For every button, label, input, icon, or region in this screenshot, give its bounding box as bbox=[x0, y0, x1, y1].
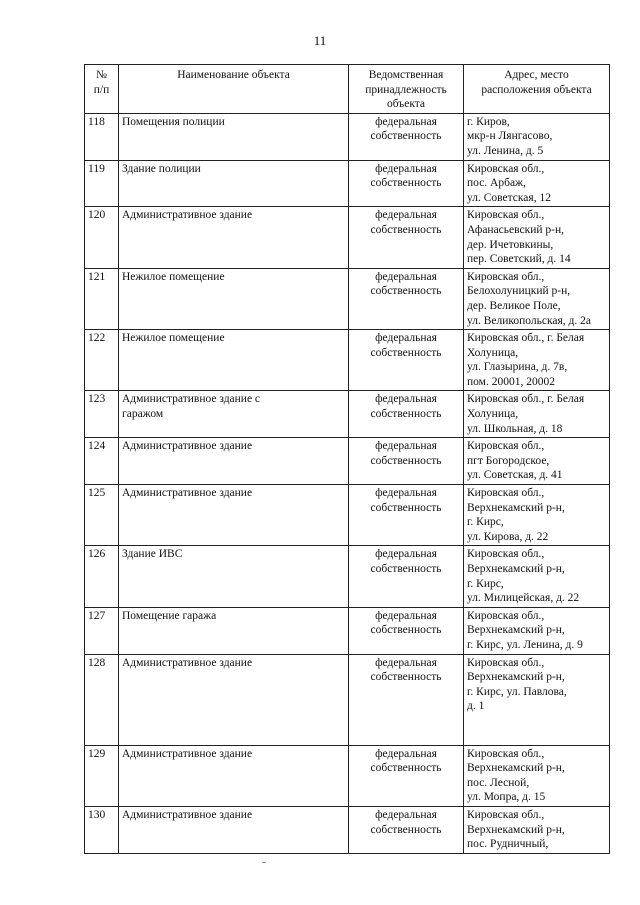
scan-mark bbox=[262, 862, 266, 863]
object-name-line: Административное здание bbox=[122, 209, 253, 222]
table-row bbox=[85, 654, 610, 745]
address-cell bbox=[464, 607, 610, 654]
object-name-cell bbox=[119, 806, 349, 853]
object-name-line: Помещения полиции bbox=[122, 115, 225, 128]
address-line: г. Кирс, ул. Ленина, д. 9 bbox=[467, 638, 583, 651]
header-num-line: п/п bbox=[93, 83, 110, 96]
object-name-line: Административное здание с bbox=[122, 393, 261, 406]
address-line: д. 1 bbox=[467, 700, 485, 713]
ownership-line: федеральная bbox=[375, 487, 437, 500]
object-name-cell bbox=[119, 485, 349, 546]
address-line: ул. Глазырина, д. 7в, bbox=[467, 361, 568, 374]
ownership-line: федеральная bbox=[375, 270, 437, 283]
object-name-cell bbox=[119, 160, 349, 207]
address-line: Кировская обл., bbox=[467, 656, 545, 669]
header-ownership-line: Ведомственная bbox=[368, 69, 444, 81]
header-address-line: расположения объекта bbox=[481, 83, 592, 96]
table-row bbox=[85, 113, 610, 160]
address-line: пос. Рудничный, bbox=[467, 838, 549, 851]
ownership-line: собственность bbox=[370, 624, 442, 637]
address-line: ул. Кирова, д. 22 bbox=[467, 530, 549, 543]
address-line: Кировская обл., bbox=[467, 808, 545, 821]
object-name-cell bbox=[119, 391, 349, 438]
object-name-line: гаражом bbox=[122, 408, 164, 421]
address-line: Верхнекамский р-н, bbox=[467, 624, 565, 637]
ownership-cell bbox=[349, 268, 464, 329]
address-line: ул. Советская, д. 41 bbox=[467, 469, 563, 482]
table-header-row bbox=[85, 65, 610, 114]
row-number: 122 bbox=[85, 330, 119, 391]
table-row bbox=[85, 391, 610, 438]
object-name-line: Административное здание bbox=[122, 440, 253, 453]
header-address bbox=[464, 65, 610, 114]
header-ownership-line: объекта bbox=[386, 98, 426, 111]
objects-table bbox=[84, 64, 610, 854]
object-name-cell bbox=[119, 268, 349, 329]
address-cell bbox=[464, 806, 610, 853]
header-name-line: Наименование объекта bbox=[177, 69, 290, 81]
table-body bbox=[85, 113, 610, 853]
address-cell bbox=[464, 745, 610, 806]
address-line: ул. Милицейская, д. 22 bbox=[467, 592, 580, 605]
ownership-line: федеральная bbox=[375, 656, 437, 669]
address-line: Кировская обл., bbox=[467, 270, 545, 283]
object-name-line: Нежилое помещение bbox=[122, 332, 225, 345]
address-line: пом. 20001, 20002 bbox=[467, 375, 555, 388]
address-line: г. Киров, bbox=[467, 115, 510, 128]
ownership-line: федеральная bbox=[375, 332, 437, 345]
address-line: дер. Ичетовкины, bbox=[467, 238, 554, 251]
header-ownership-line: принадлежность bbox=[365, 83, 447, 96]
ownership-line: федеральная bbox=[375, 115, 437, 128]
ownership-line: федеральная bbox=[375, 162, 437, 175]
object-name-cell bbox=[119, 438, 349, 485]
address-line: мкр-н Лянгасово, bbox=[467, 130, 553, 143]
address-cell bbox=[464, 391, 610, 438]
ownership-line: собственность bbox=[370, 346, 442, 359]
row-number: 119 bbox=[85, 160, 119, 207]
address-line: Кировская обл., bbox=[467, 747, 545, 760]
object-name-line: Помещение гаража bbox=[122, 609, 217, 622]
object-name-line: Здание ИВС bbox=[122, 548, 183, 561]
address-line: г. Кирс, bbox=[467, 516, 504, 529]
header-name bbox=[119, 65, 349, 114]
table-row bbox=[85, 268, 610, 329]
address-line: Кировская обл., bbox=[467, 609, 545, 622]
address-line: дер. Великое Поле, bbox=[467, 299, 561, 312]
address-line: Верхнекамский р-н, bbox=[467, 823, 565, 836]
ownership-line: собственность bbox=[370, 223, 442, 236]
object-name-cell bbox=[119, 330, 349, 391]
object-name-cell bbox=[119, 654, 349, 745]
ownership-cell bbox=[349, 330, 464, 391]
address-line: Кировская обл., г. Белая bbox=[467, 393, 585, 406]
ownership-line: федеральная bbox=[375, 440, 437, 453]
table-row bbox=[85, 438, 610, 485]
ownership-cell bbox=[349, 607, 464, 654]
address-line: Кировская обл., г. Белая bbox=[467, 332, 585, 345]
header-ownership bbox=[349, 65, 464, 114]
ownership-cell bbox=[349, 207, 464, 268]
address-cell bbox=[464, 546, 610, 607]
row-number: 123 bbox=[85, 391, 119, 438]
row-number: 126 bbox=[85, 546, 119, 607]
address-line: Кировская обл., bbox=[467, 162, 545, 175]
ownership-line: собственность bbox=[370, 501, 442, 514]
ownership-line: собственность bbox=[370, 823, 442, 836]
ownership-line: федеральная bbox=[375, 808, 437, 821]
address-line: Кировская обл., bbox=[467, 487, 545, 500]
address-line: пос. Лесной, bbox=[467, 776, 530, 789]
address-line: Холуница, bbox=[467, 346, 519, 359]
address-line: г. Кирс, bbox=[467, 577, 504, 590]
ownership-cell bbox=[349, 745, 464, 806]
address-line: Верхнекамский р-н, bbox=[467, 762, 565, 775]
ownership-cell bbox=[349, 391, 464, 438]
ownership-cell bbox=[349, 160, 464, 207]
object-name-line: Нежилое помещение bbox=[122, 270, 225, 283]
address-line: ул. Школьная, д. 18 bbox=[467, 422, 563, 435]
table-row bbox=[85, 160, 610, 207]
table-row bbox=[85, 207, 610, 268]
ownership-line: собственность bbox=[370, 563, 442, 575]
address-line: Холуница, bbox=[467, 408, 519, 421]
ownership-line: федеральная bbox=[375, 609, 437, 622]
ownership-cell bbox=[349, 806, 464, 853]
address-line: ул. Советская, 12 bbox=[467, 191, 551, 204]
ownership-cell bbox=[349, 113, 464, 160]
object-name-line: Административное здание bbox=[122, 487, 253, 500]
object-name-line: Здание полиции bbox=[122, 162, 201, 175]
row-number: 128 bbox=[85, 654, 119, 745]
address-line: Кировская обл., bbox=[467, 548, 545, 561]
address-line: ул. Великопольская, д. 2а bbox=[467, 314, 592, 327]
page-number: 11 bbox=[313, 33, 327, 48]
address-line: Кировская обл., bbox=[467, 209, 545, 222]
row-number: 124 bbox=[85, 438, 119, 485]
address-line: Афанасьевский р-н, bbox=[467, 223, 564, 236]
ownership-cell bbox=[349, 438, 464, 485]
ownership-line: федеральная bbox=[375, 209, 437, 222]
address-cell bbox=[464, 485, 610, 546]
object-name-line: Административное здание bbox=[122, 656, 253, 669]
address-cell bbox=[464, 113, 610, 160]
ownership-line: федеральная bbox=[375, 393, 437, 406]
address-line: Верхнекамский р-н, bbox=[467, 501, 565, 514]
row-number: 130 bbox=[85, 806, 119, 853]
object-name-cell bbox=[119, 113, 349, 160]
ownership-line: собственность bbox=[370, 454, 442, 467]
table-row bbox=[85, 745, 610, 806]
table-row bbox=[85, 485, 610, 546]
ownership-line: собственность bbox=[370, 671, 442, 684]
address-line: Верхнекамский р-н, bbox=[467, 563, 565, 575]
ownership-line: собственность bbox=[370, 408, 442, 421]
row-number: 121 bbox=[85, 268, 119, 329]
row-number: 129 bbox=[85, 745, 119, 806]
object-name-line: Административное здание bbox=[122, 747, 253, 760]
address-line: пос. Арбаж, bbox=[467, 177, 526, 190]
ownership-line: собственность bbox=[370, 762, 442, 775]
header-num-line: № bbox=[96, 69, 107, 81]
address-line: Белохолуницкий р-н, bbox=[467, 285, 571, 298]
row-number: 125 bbox=[85, 485, 119, 546]
address-cell bbox=[464, 160, 610, 207]
address-cell bbox=[464, 330, 610, 391]
table-row bbox=[85, 806, 610, 853]
ownership-cell bbox=[349, 546, 464, 607]
table-row bbox=[85, 607, 610, 654]
ownership-line: собственность bbox=[370, 285, 442, 298]
header-num bbox=[85, 65, 119, 114]
ownership-cell bbox=[349, 485, 464, 546]
row-number: 127 bbox=[85, 607, 119, 654]
ownership-line: федеральная bbox=[375, 548, 437, 561]
address-cell bbox=[464, 207, 610, 268]
ownership-line: федеральная bbox=[375, 747, 437, 760]
object-name-line: Административное здание bbox=[122, 808, 253, 821]
object-name-cell bbox=[119, 745, 349, 806]
address-cell bbox=[464, 654, 610, 745]
address-line: Кировская обл., bbox=[467, 440, 545, 453]
address-line: ул. Ленина, д. 5 bbox=[467, 144, 544, 157]
ownership-line: собственность bbox=[370, 130, 442, 143]
header-address-line: Адрес, место bbox=[504, 69, 569, 81]
row-number: 118 bbox=[85, 113, 119, 160]
address-line: ул. Мопра, д. 15 bbox=[467, 791, 546, 804]
address-line: пгт Богородское, bbox=[467, 454, 550, 467]
object-name-cell bbox=[119, 607, 349, 654]
row-number: 120 bbox=[85, 207, 119, 268]
address-cell bbox=[464, 438, 610, 485]
address-line: Верхнекамский р-н, bbox=[467, 671, 565, 684]
ownership-cell bbox=[349, 654, 464, 745]
address-line: пер. Советский, д. 14 bbox=[467, 253, 571, 266]
object-name-cell bbox=[119, 546, 349, 607]
address-line: г. Кирс, ул. Павлова, bbox=[467, 685, 567, 698]
address-cell bbox=[464, 268, 610, 329]
table-row bbox=[85, 330, 610, 391]
ownership-line: собственность bbox=[370, 177, 442, 190]
object-name-cell bbox=[119, 207, 349, 268]
table-row bbox=[85, 546, 610, 607]
